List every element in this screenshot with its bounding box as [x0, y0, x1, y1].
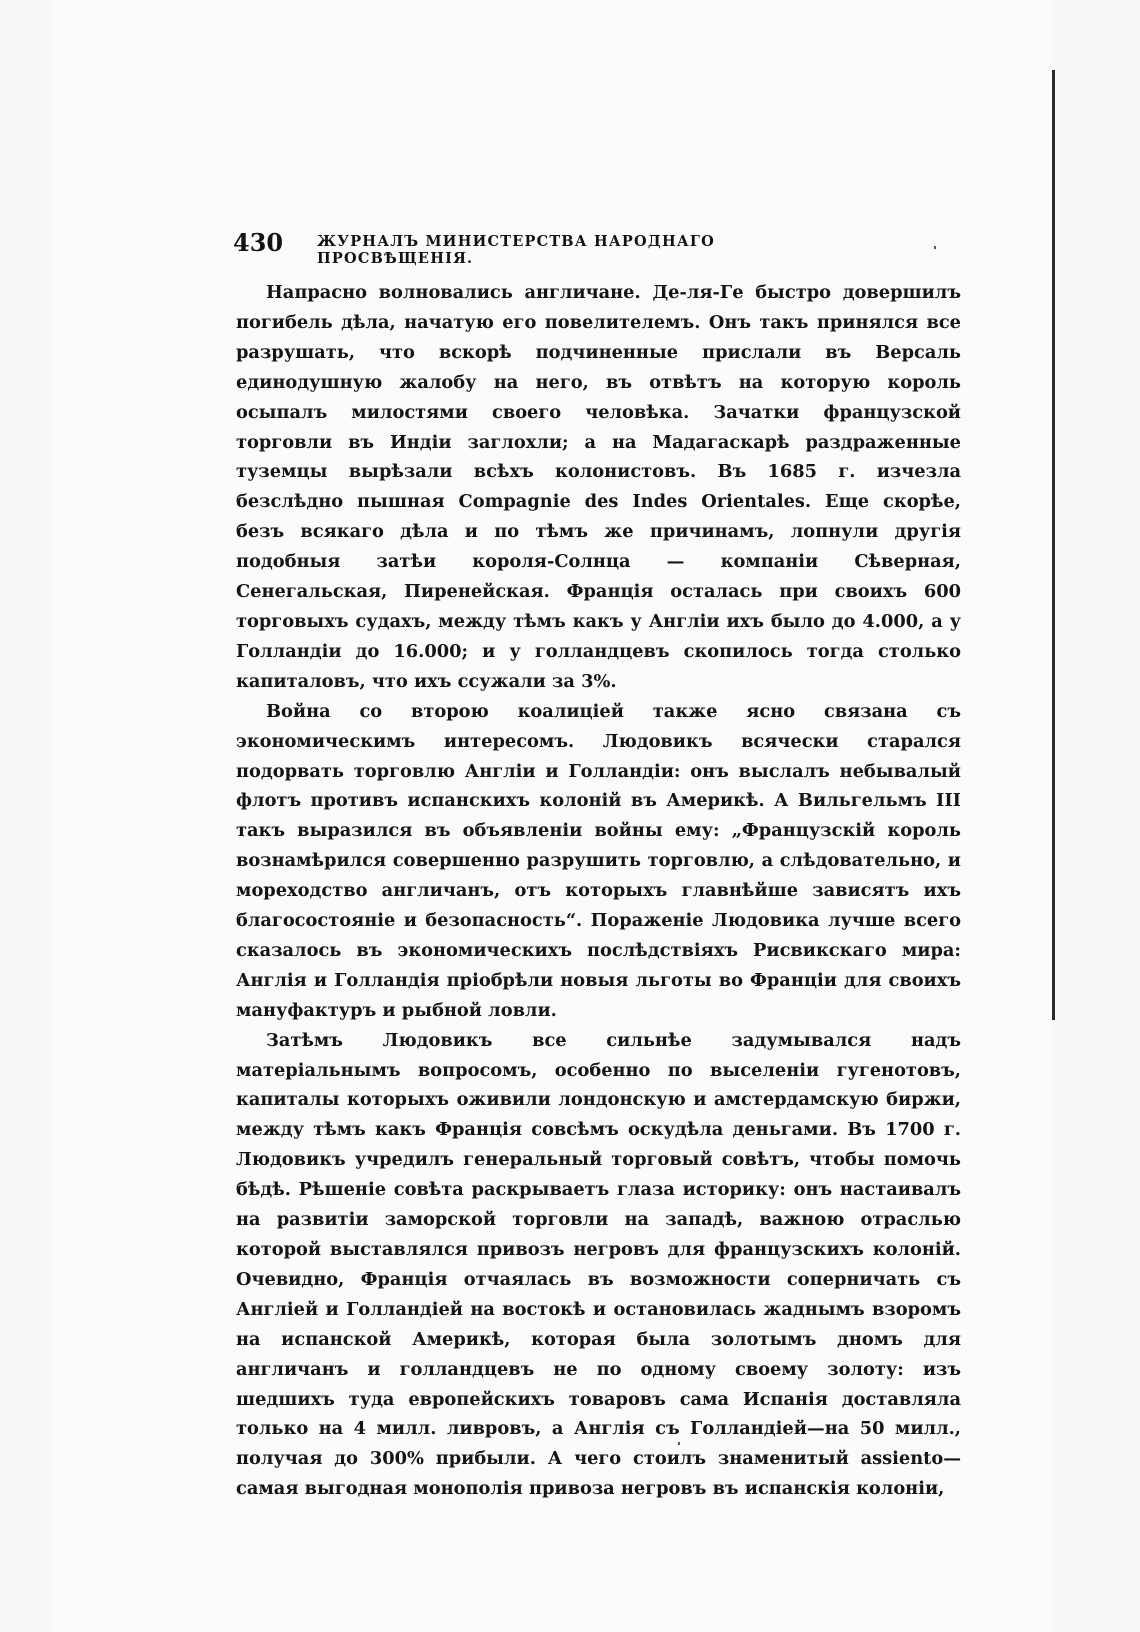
page-edge-rule — [1052, 70, 1055, 1020]
body-text — [236, 278, 961, 1504]
running-title: ЖУРНАЛЪ МИНИСТЕРСТВА НАРОДНАГО ПРОСВѢЩЕНІЯ. — [317, 233, 715, 267]
page-number: 430 — [233, 228, 284, 257]
page-header — [233, 228, 858, 267]
scan-speck — [678, 1442, 680, 1445]
paragraph-2: Война со второю коалиціей также ясно связана съ экономическимъ интересомъ. Людовикъ всячески старался подорвать торговлю Англіи и Голландіи: онъ выслалъ небывалый флотъ противъ испанскихъ колоній въ Америкѣ. А Вильгельмъ III такъ выразился въ объявленіи войны ему: „Французскій король вознамѣрился совершенно разрушить торговлю, а слѣдовательно, и мореходство англичанъ, отъ которыхъ главнѣйше зависятъ ихъ благосостояніе и безопасность“. Пораженіе Людовика лучше всего сказалось въ экономическихъ послѣдствіяхъ Рисвикскаго мира: Англія и Голландія пріобрѣли новыя льготы во Франціи для своихъ мануфактуръ и рыбной ловли. — [236, 700, 961, 1021]
scan-speck — [934, 246, 936, 249]
paragraph-3: Затѣмъ Людовикъ все сильнѣе задумывался надъ матеріальнымъ вопросомъ, особенно по выселеніи гугенотовъ, капиталы которыхъ оживили лондонскую и амстердамскую биржи, между тѣмъ какъ Франція совсѣмъ оскудѣла деньгами. Въ 1700 г. Людовикъ учредилъ генеральный торговый совѣтъ, чтобы помочь бѣдѣ. Рѣшеніе совѣта раскрываетъ глаза историку: онъ настаивалъ на развитіи заморской торговли на западѣ, важною отраслью которой выставлялся привозъ негровъ для французскихъ колоній. Очевидно, Франція отчаялась въ возможности соперничать съ Англіей и Голландіей на востокѣ и остановилась жаднымъ взоромъ на испанской Америкѣ, которая была золотымъ дномъ для англичанъ и голландцевъ не по одному своему золоту: изъ шедшихъ туда европейскихъ товаровъ сама Испанія доставляла только на 4 милл. ливровъ, а Англія съ Голландіей—на 50 милл., получая до 300% прибыли. А чего стоилъ знаменитый assiento—самая выгодная монополія привоза негровъ въ испанскія колоніи, — [236, 1029, 961, 1500]
paragraph-1: Напрасно волновались англичане. Де-ля-Ге быстро довершилъ погибель дѣла, начатую его повелителемъ. Онъ такъ принялся все разрушать, что вскорѣ подчиненные прислали въ Версаль единодушную жалобу на него, въ отвѣтъ на которую король осыпалъ милостями своего человѣка. Зачатки французской торговли въ Индіи заглохли; а на Мадагаскарѣ раздраженные туземцы вырѣзали всѣхъ колонистовъ. Въ 1685 г. изчезла безслѣдно пышная Compagnie des Indes Orientales. Еще скорѣе, безъ всякаго дѣла и по тѣмъ же причинамъ, лопнули другія подобныя затѣи короля-Солнца — компаніи Сѣверная, Сенегальская, Пиренейская. Франція осталась при своихъ 600 торговыхъ судахъ, между тѣмъ какъ у Англіи ихъ было до 4.000, а у Голландіи до 16.000; и у голландцевъ скопилось тогда столько капиталовъ, что ихъ ссужали за 3%. — [236, 282, 961, 692]
